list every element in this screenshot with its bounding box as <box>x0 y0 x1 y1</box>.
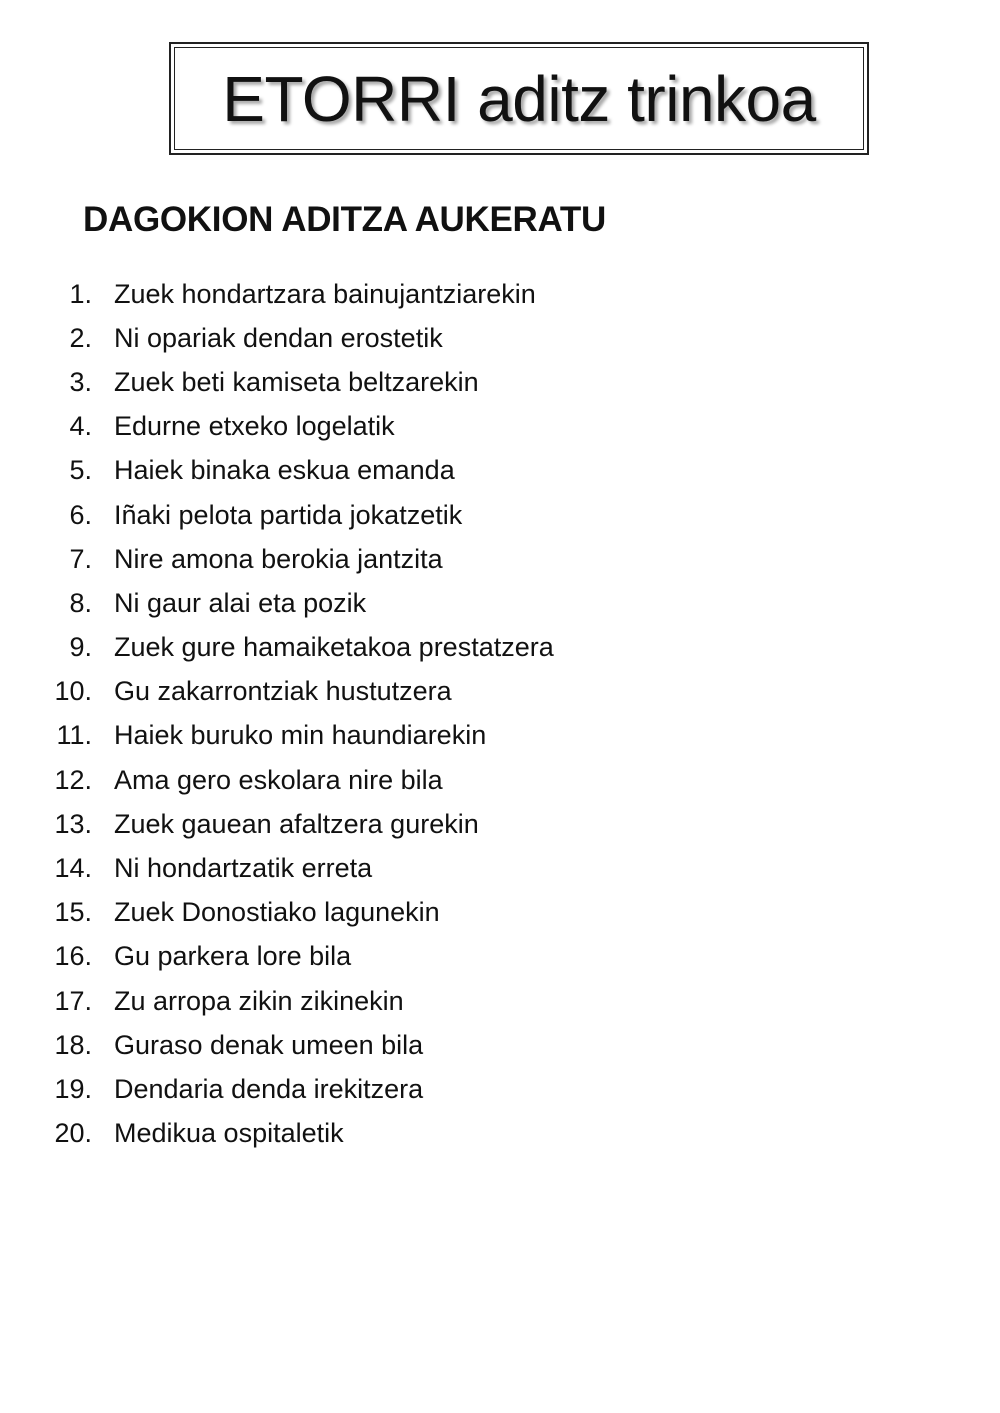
title-box <box>169 42 869 155</box>
item-number: 13. <box>54 808 92 839</box>
item-number: 11. <box>56 720 92 751</box>
list-item <box>0 360 554 404</box>
item-number: 16. <box>54 941 92 972</box>
item-text: Gu zakarrontziak hustutzera <box>114 676 452 707</box>
item-number: 18. <box>54 1029 92 1060</box>
item-number: 19. <box>54 1073 92 1104</box>
item-number: 20. <box>54 1118 92 1149</box>
item-text: Ni gaur alai eta pozik <box>114 587 367 618</box>
item-number: 14. <box>54 853 92 884</box>
item-text: Nire amona berokia jantzita <box>114 543 443 574</box>
list-item <box>0 537 554 581</box>
item-text: Ni hondartzatik erreta <box>114 853 373 884</box>
item-number: 6. <box>69 499 92 530</box>
item-text: Zuek gure hamaiketakoa prestatzera <box>114 632 554 663</box>
item-text: Zuek gauean afaltzera gurekin <box>114 808 479 839</box>
list-item <box>0 758 554 802</box>
list-item <box>0 449 554 493</box>
item-text: Edurne etxeko logelatik <box>114 411 395 442</box>
list-item <box>0 802 554 846</box>
list-item <box>0 1112 554 1156</box>
item-number: 12. <box>54 764 92 795</box>
list-item <box>0 272 554 316</box>
list-item <box>0 670 554 714</box>
item-text: Zu arropa zikin zikinekin <box>114 985 404 1016</box>
instructions-heading: DAGOKION ADITZA AUKERATU <box>83 200 606 239</box>
item-text: Ama gero eskolara nire bila <box>114 764 443 795</box>
list-item <box>0 935 554 979</box>
list-item <box>0 979 554 1023</box>
page-title: ETORRI aditz trinkoa <box>222 63 816 135</box>
list-item <box>0 714 554 758</box>
sentence-list <box>0 272 554 1156</box>
list-item <box>0 581 554 625</box>
list-item <box>0 316 554 360</box>
list-item <box>0 405 554 449</box>
item-text: Haiek buruko min haundiarekin <box>114 720 487 751</box>
item-text: Gu parkera lore bila <box>114 941 352 972</box>
item-text: Zuek Donostiako lagunekin <box>114 897 440 928</box>
item-number: 5. <box>69 455 92 486</box>
list-item <box>0 493 554 537</box>
item-text: Dendaria denda irekitzera <box>114 1073 424 1104</box>
list-item <box>0 626 554 670</box>
item-number: 4. <box>69 411 92 442</box>
list-item <box>0 1067 554 1111</box>
item-number: 7. <box>69 543 92 574</box>
item-text: Haiek binaka eskua emanda <box>114 455 455 486</box>
item-number: 10. <box>54 676 92 707</box>
item-text: Guraso denak umeen bila <box>114 1029 424 1060</box>
item-text: Medikua ospitaletik <box>114 1118 344 1149</box>
item-text: Zuek beti kamiseta beltzarekin <box>114 366 479 397</box>
list-item <box>0 846 554 890</box>
item-number: 17. <box>54 985 92 1016</box>
list-item <box>0 891 554 935</box>
item-number: 9. <box>69 632 92 663</box>
item-number: 15. <box>54 897 92 928</box>
item-number: 1. <box>69 278 92 309</box>
item-text: Zuek hondartzara bainujantziarekin <box>114 278 536 309</box>
item-number: 2. <box>69 322 92 353</box>
item-text: Iñaki pelota partida jokatzetik <box>114 499 463 530</box>
item-number: 3. <box>69 366 92 397</box>
item-number: 8. <box>69 587 92 618</box>
item-text: Ni opariak dendan erostetik <box>114 322 443 353</box>
list-item <box>0 1023 554 1067</box>
